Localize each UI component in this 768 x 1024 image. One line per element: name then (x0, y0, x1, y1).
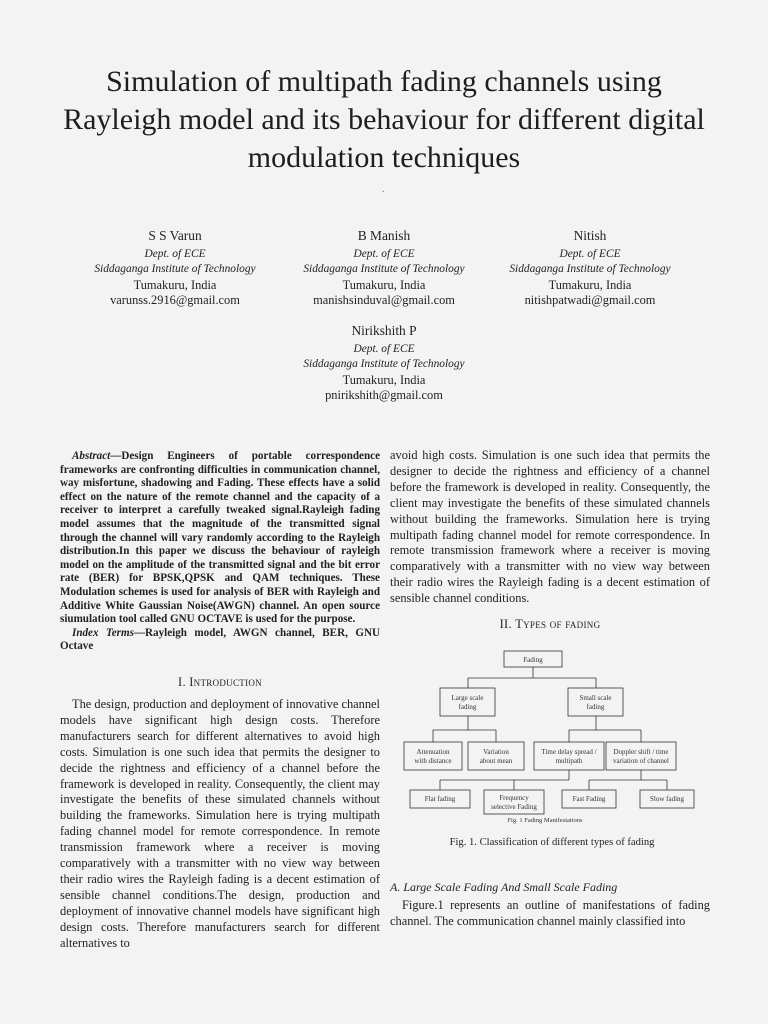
abstract (60, 450, 380, 654)
svg-text:multipath: multipath (555, 757, 583, 765)
author-name: Nirikshith P (351, 323, 417, 338)
index-terms-text: —Rayleigh model, AWGN channel, BER, GNU Octave (60, 626, 380, 653)
author-institute: Siddaganga Institute of Technology (509, 263, 671, 275)
author-city: Tumakuru, India (342, 277, 426, 292)
author-block (60, 228, 290, 309)
author-dept: Dept. of ECE (353, 342, 415, 355)
author-email: pnirikshith@gmail.com (325, 388, 443, 402)
svg-text:with distance: with distance (414, 757, 452, 765)
author-city: Tumakuru, India (133, 277, 217, 292)
author-name: B Manish (357, 228, 411, 243)
svg-text:about mean: about mean (479, 757, 513, 765)
subsection-paragraph: Figure.1 represents an outline of manifestations of fading channel. The communication channel mainly classified into (390, 898, 710, 928)
fig-node-time-delay: Time delay spread / (541, 748, 597, 756)
fig-node-frequency-selective: Frequency (499, 794, 529, 802)
abstract-label: Abstract (72, 450, 111, 462)
subsection-heading: A. Large Scale Fading And Small Scale Fading (390, 880, 618, 894)
subsection-body (390, 898, 710, 930)
author-email: varunss.2916@gmail.com (110, 293, 240, 307)
right-column-body (390, 448, 710, 607)
author-dept: Dept. of ECE (559, 247, 621, 260)
author-dept: Dept. of ECE (144, 247, 206, 260)
svg-text:selective Fading: selective Fading (491, 803, 537, 811)
fig-node-flat-fading: Flat fading (424, 795, 456, 803)
fig-node-attenuation: Attenuation (416, 748, 450, 756)
author-institute: Siddaganga Institute of Technology (94, 263, 256, 275)
svg-text:fading: fading (458, 703, 477, 711)
fading-classification-figure (400, 648, 700, 828)
introduction-body (60, 697, 380, 952)
fig-inner-caption: Fig. 1 Fading Manifestations (507, 817, 583, 824)
section-heading-introduction: I. Introduction (178, 675, 262, 689)
fig-node-small-scale: Small scale (579, 694, 612, 702)
author-dept: Dept. of ECE (353, 247, 415, 260)
right-column-paragraph: avoid high costs. Simulation is one such idea that permits the designer to decide the rightness and efficiency of a channel before the framework is developed in reality. Consequently, the client may investigate the benefits of these simulated channels without building the frameworks. Simulation here is trying multipath fading channel model for remote correspondence. In remote transmission framework where a receiver is moving comparatively with a transmitter with no view way between their radio wires the Rayleigh fading is a decent estimation of sensible channel conditions. (390, 448, 710, 606)
author-block (269, 228, 499, 309)
svg-text:variation of channel: variation of channel (613, 757, 669, 765)
fig-node-large-scale: Large scale (451, 694, 484, 702)
introduction-paragraph: The design, production and deployment of innovative channel models have significant high design costs. Therefore manufacturers search for different alternatives to avoid high costs. Simulation is one such idea that permits the designer to decide the rightness and efficiency of a channel before the framework is developed in reality. Consequently, the client may investigate the benefits of these simulated channels without building the frameworks. Simulation here is trying multipath fading channel model for remote correspondence. In remote transmission framework where a receiver is moving comparatively with a transmitter with no view way between their radio wires the Rayleigh fading is a decent estimation of sensible channel conditions.The design, production and deployment of innovative channel models have significant high design costs. Therefore manufacturers search for different alternatives to (60, 697, 380, 950)
author-institute: Siddaganga Institute of Technology (303, 263, 465, 275)
author-name: Nitish (573, 228, 607, 243)
abstract-text: —Design Engineers of portable correspondence frameworks are confronting difficulties in communication channel, way misfortune, shadowing and Fading. These effects have a solid effect on the nature of the remote channel and the capacity of a receiver to interpret a carefully tweaked signal.Rayleigh fading model assumes that the magnitude of the transmitted signal through the channel will vary randomly according to the Rayleigh distribution.In this paper we discuss the behaviour of rayleigh model on the amplitude of the transmitted signal and the bit error rate (BER) for BPSK,QPSK and QAM techniques. These Modulation schemes is used for analysis of BER with Rayleigh and Additive White Gaussian Noise(AWGN) channel. An open source siumulation tool called GNU OCTAVE is used for the purpose. (60, 450, 380, 626)
section-heading-types-of-fading: II. Types of fading (499, 617, 601, 631)
author-email: nitishpatwadi@gmail.com (524, 293, 656, 307)
fig-node-fading: Fading (523, 656, 543, 664)
index-terms-label: Index Terms (72, 626, 134, 639)
author-block (475, 228, 705, 309)
author-city: Tumakuru, India (548, 277, 632, 292)
author-name: S S Varun (148, 228, 202, 243)
figure-caption: Fig. 1. Classification of different types of fading (449, 837, 655, 848)
svg-text:fading: fading (586, 703, 605, 711)
author-institute: Siddaganga Institute of Technology (303, 358, 465, 370)
fig-node-fast-fading: Fast Fading (572, 795, 606, 803)
paper-title: Simulation of multipath fading channels using Rayleigh model and its behaviour for different digital modulation techniques (63, 65, 705, 174)
author-city: Tumakuru, India (342, 372, 426, 387)
author-email: manishsinduval@gmail.com (313, 293, 455, 307)
fig-node-doppler: Doppler shift / time (613, 748, 669, 756)
fig-node-variation: Variation (483, 748, 509, 756)
title-separator: . (382, 184, 385, 195)
fig-node-slow-fading: Slow fading (649, 795, 685, 803)
author-block (269, 323, 499, 404)
